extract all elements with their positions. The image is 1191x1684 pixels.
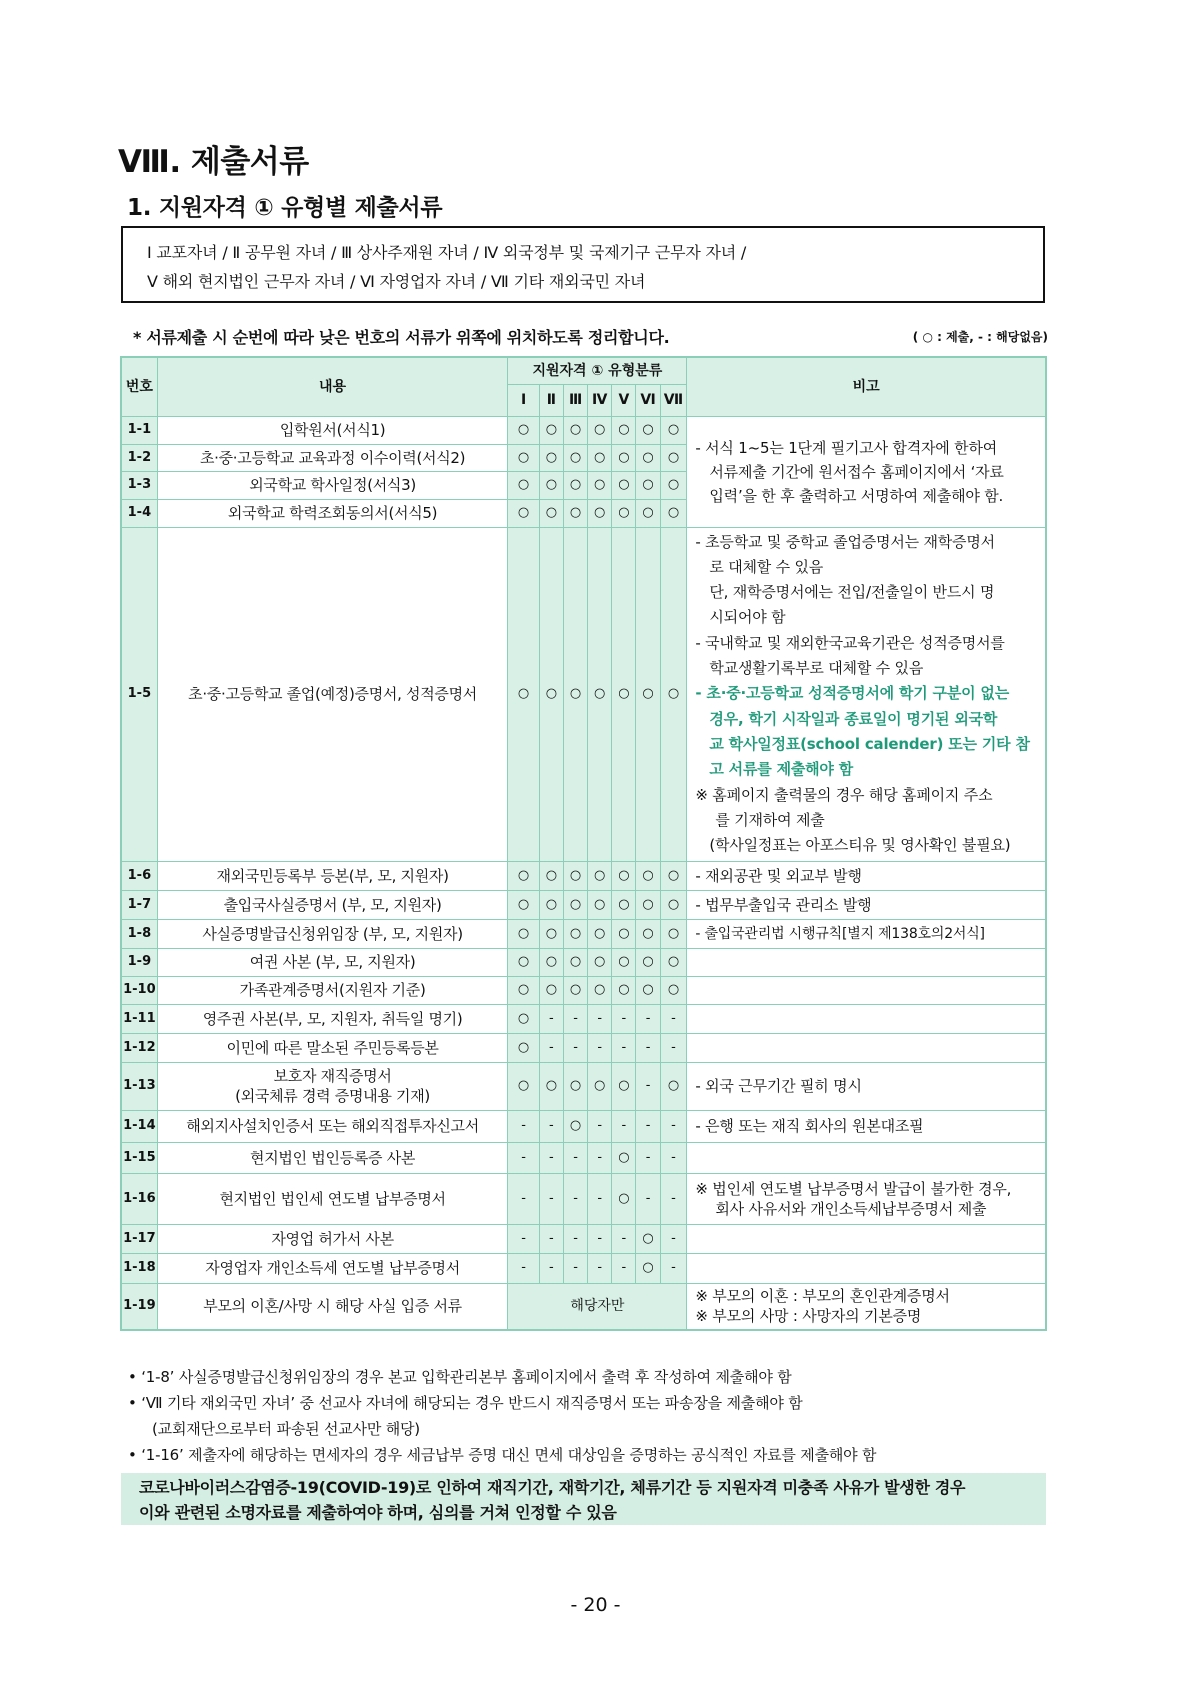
- type-mark: ○: [539, 499, 563, 527]
- sub-heading: 1. 지원자격 ① 유형별 제출서류: [127, 195, 443, 221]
- remark-line-highlight: 교 학사일정표(school calender) 또는 기타 참: [709, 734, 1030, 753]
- type-mark: -: [588, 1173, 612, 1224]
- type-mark: ○: [508, 444, 539, 471]
- row-remark: [687, 1283, 1046, 1330]
- type-mark: ○: [563, 527, 587, 861]
- row-number: 1-16: [121, 1173, 157, 1224]
- row-number: 1-8: [121, 919, 157, 948]
- type-category-box: [121, 226, 1045, 303]
- row-number: 1-9: [121, 948, 157, 976]
- type-mark: -: [588, 1142, 612, 1173]
- type-mark: -: [508, 1253, 539, 1283]
- type-mark: ○: [588, 444, 612, 471]
- type-mark: ○: [612, 861, 636, 890]
- type-mark: -: [660, 1224, 687, 1253]
- type-mark: -: [660, 1173, 687, 1224]
- type-mark: ○: [508, 861, 539, 890]
- row-remark: [687, 976, 1046, 1004]
- remark-line: 회사 사유서와 개인소득세납부증명서 제출: [715, 1199, 987, 1218]
- row-content: 외국학교 학력조회동의서(서식5): [157, 499, 508, 527]
- type-mark: ○: [539, 948, 563, 976]
- remark-line: 로 대체할 수 있음: [709, 557, 824, 576]
- type-mark: -: [612, 1033, 636, 1062]
- type-mark: ○: [636, 976, 660, 1004]
- type-mark: -: [508, 1173, 539, 1224]
- type-mark: ○: [508, 471, 539, 499]
- header-remarks: 비고: [687, 357, 1046, 416]
- type-mark: -: [636, 1004, 660, 1033]
- row-remark: [687, 1224, 1046, 1253]
- type-mark: ○: [588, 471, 612, 499]
- type-mark: -: [563, 1004, 587, 1033]
- remark-line: - 서식 1~5는 1단계 필기고사 합격자에 한하여: [695, 438, 998, 457]
- type-mark: -: [563, 1033, 587, 1062]
- ordering-note: * 서류제출 시 순번에 따라 낮은 번호의 서류가 위쪽에 위치하도록 정리합니다.: [133, 328, 670, 347]
- table-row: [121, 416, 1046, 444]
- type-line-2: Ⅴ 해외 현지법인 근무자 자녀 / Ⅵ 자영업자 자녀 / Ⅶ 기타 재외국민 자녀: [147, 272, 646, 291]
- type-mark: ○: [588, 890, 612, 919]
- type-mark: ○: [636, 890, 660, 919]
- row-remark: - 법무부출입국 관리소 발행: [687, 890, 1046, 919]
- type-mark: -: [660, 1004, 687, 1033]
- type-mark: ○: [508, 1004, 539, 1033]
- row-number: 1-19: [121, 1283, 157, 1330]
- row-number: 1-17: [121, 1224, 157, 1253]
- type-mark: ○: [636, 919, 660, 948]
- table-row: [121, 1253, 1046, 1283]
- row-content: 초·중·고등학교 졸업(예정)증명서, 성적증명서: [157, 527, 508, 861]
- table-row: [121, 1033, 1046, 1062]
- table-row: [121, 890, 1046, 919]
- table-row: [121, 948, 1046, 976]
- row-remark: [687, 1004, 1046, 1033]
- type-mark: ○: [660, 527, 687, 861]
- type-mark: ○: [660, 976, 687, 1004]
- row-content: 자영업 허가서 사본: [157, 1224, 508, 1253]
- row-content: 여권 사본 (부, 모, 지원자): [157, 948, 508, 976]
- type-mark: ○: [612, 890, 636, 919]
- type-mark: -: [508, 1224, 539, 1253]
- type-mark: ○: [508, 948, 539, 976]
- type-mark: ○: [612, 1062, 636, 1110]
- type-mark: ○: [539, 919, 563, 948]
- row-number: 1-10: [121, 976, 157, 1004]
- table-row: [121, 861, 1046, 890]
- row-remark: [687, 1142, 1046, 1173]
- type-mark: -: [636, 1142, 660, 1173]
- type-mark: ○: [539, 527, 563, 861]
- content-line: 보호자 재직증명서: [273, 1067, 392, 1085]
- type-mark: ○: [539, 471, 563, 499]
- header-type: Ⅱ: [539, 384, 563, 416]
- type-mark: ○: [563, 416, 587, 444]
- type-mark: -: [508, 1110, 539, 1142]
- type-mark: ○: [636, 471, 660, 499]
- table-row: [121, 1142, 1046, 1173]
- row-remark: [687, 527, 1046, 861]
- table-row: [121, 1283, 1046, 1330]
- type-mark: ○: [563, 499, 587, 527]
- row-content: 가족관계증명서(지원자 기준): [157, 976, 508, 1004]
- remark-line: ※ 홈페이지 출력물의 경우 해당 홈페이지 주소: [695, 785, 993, 804]
- type-mark: ○: [636, 444, 660, 471]
- type-mark: -: [539, 1173, 563, 1224]
- table-row: [121, 1004, 1046, 1033]
- row-remark: - 출입국관리법 시행규칙[별지 제138호의2서식]: [687, 919, 1046, 948]
- footnote-item: • ‘1-8’ 사실증명발급신청위임장의 경우 본교 입학관리본부 홈페이지에서 출력 후 작성하여 제출해야 함: [128, 1368, 792, 1386]
- type-mark: ○: [588, 919, 612, 948]
- type-mark: ○: [636, 948, 660, 976]
- row-number: 1-1: [121, 416, 157, 444]
- type-mark: -: [508, 1142, 539, 1173]
- type-mark: ○: [636, 527, 660, 861]
- type-mark: -: [612, 1004, 636, 1033]
- type-mark: ○: [508, 416, 539, 444]
- type-mark: -: [588, 1224, 612, 1253]
- type-mark: ○: [612, 444, 636, 471]
- row-remark: [687, 1253, 1046, 1283]
- type-mark: -: [539, 1033, 563, 1062]
- row-content: 이민에 따른 말소된 주민등록등본: [157, 1033, 508, 1062]
- type-mark: ○: [660, 919, 687, 948]
- type-mark: ○: [563, 861, 587, 890]
- remark-line: 단, 재학증명서에는 전입/전출일이 반드시 명: [709, 583, 995, 602]
- type-line-1: Ⅰ 교포자녀 / Ⅱ 공무원 자녀 / Ⅲ 상사주재원 자녀 / Ⅳ 외국정부 및 국제기구 근무자 자녀 /: [147, 243, 747, 262]
- type-mark: -: [660, 1033, 687, 1062]
- type-mark: ○: [660, 890, 687, 919]
- type-mark: ○: [563, 919, 587, 948]
- row-remark: - 은행 또는 재직 회사의 원본대조필: [687, 1110, 1046, 1142]
- table-row: [121, 919, 1046, 948]
- type-mark: ○: [612, 471, 636, 499]
- row-number: 1-15: [121, 1142, 157, 1173]
- type-mark: -: [588, 1253, 612, 1283]
- type-mark: ○: [563, 444, 587, 471]
- remark-line: - 초등학교 및 중학교 졸업증명서는 재학증명서: [695, 532, 995, 551]
- header-type: Ⅲ: [563, 384, 587, 416]
- remark-line: (학사일정표는 아포스티유 및 영사확인 불필요): [709, 836, 1011, 855]
- row-number: 1-11: [121, 1004, 157, 1033]
- type-mark: ○: [636, 499, 660, 527]
- type-mark: ○: [563, 890, 587, 919]
- type-mark: -: [539, 1224, 563, 1253]
- type-mark: -: [612, 1110, 636, 1142]
- table-row: [121, 1173, 1046, 1224]
- footnote-item: • ‘1-16’ 제출자에 해당하는 면세자의 경우 세금납부 증명 대신 면세 대상임을 증명하는 공식적인 자료를 제출해야 함: [128, 1446, 877, 1464]
- type-mark: ○: [660, 444, 687, 471]
- row-remark: [687, 416, 1046, 527]
- type-mark: ○: [588, 861, 612, 890]
- row-content: 초·중·고등학교 교육과정 이수이력(서식2): [157, 444, 508, 471]
- type-mark: -: [563, 1224, 587, 1253]
- section-heading: Ⅷ. 제출서류: [118, 144, 309, 180]
- type-mark: ○: [539, 976, 563, 1004]
- remark-line: 서류제출 기간에 원서접수 홈페이지에서 ‘자료: [709, 462, 1004, 481]
- type-mark: -: [588, 1033, 612, 1062]
- page-number: - 20 -: [570, 1594, 621, 1616]
- row-content: 현지법인 법인세 연도별 납부증명서: [157, 1173, 508, 1224]
- type-mark: ○: [612, 499, 636, 527]
- row-number: 1-3: [121, 471, 157, 499]
- type-mark: ○: [612, 1142, 636, 1173]
- header-no: 번호: [121, 357, 157, 416]
- documents-table: [120, 356, 1047, 1331]
- table-row: [121, 527, 1046, 861]
- type-mark: -: [588, 1110, 612, 1142]
- covid-notice-line: 코로나바이러스감염증-19(COVID-19)로 인하여 재직기간, 재학기간, 체류기간 등 지원자격 미충족 사유가 발생한 경우: [139, 1478, 966, 1497]
- remark-line: 시되어야 함: [709, 608, 786, 627]
- type-mark: ○: [588, 976, 612, 1004]
- row-number: 1-13: [121, 1062, 157, 1110]
- remark-line: ※ 부모의 이혼 : 부모의 혼인관계증명서: [695, 1287, 950, 1306]
- table-row: [121, 1110, 1046, 1142]
- type-mark: -: [660, 1253, 687, 1283]
- type-mark: ○: [508, 919, 539, 948]
- type-mark: -: [588, 1004, 612, 1033]
- row-number: 1-18: [121, 1253, 157, 1283]
- header-type-group: 지원자격 ① 유형분류: [508, 357, 687, 384]
- row-remark: - 외국 근무기간 필히 명시: [687, 1062, 1046, 1110]
- row-remark: [687, 1033, 1046, 1062]
- row-content: [157, 1062, 508, 1110]
- type-mark: ○: [636, 861, 660, 890]
- type-mark: -: [539, 1142, 563, 1173]
- applicable-only-cell: 해당자만: [508, 1283, 687, 1330]
- type-mark: ○: [660, 861, 687, 890]
- header-type: Ⅳ: [588, 384, 612, 416]
- type-mark: ○: [508, 499, 539, 527]
- type-mark: ○: [563, 471, 587, 499]
- row-remark: [687, 948, 1046, 976]
- type-mark: -: [660, 1142, 687, 1173]
- row-number: 1-2: [121, 444, 157, 471]
- covid-notice: [121, 1473, 1046, 1525]
- row-content: 출입국사실증명서 (부, 모, 지원자): [157, 890, 508, 919]
- type-mark: ○: [636, 1224, 660, 1253]
- type-mark: -: [563, 1142, 587, 1173]
- header-type: Ⅶ: [660, 384, 687, 416]
- type-mark: ○: [508, 890, 539, 919]
- row-content: 영주권 사본(부, 모, 지원자, 취득일 명기): [157, 1004, 508, 1033]
- type-mark: ○: [563, 1062, 587, 1110]
- type-mark: ○: [563, 976, 587, 1004]
- table-row: [121, 1062, 1046, 1110]
- type-mark: -: [636, 1173, 660, 1224]
- type-mark: -: [636, 1033, 660, 1062]
- content-line: (외국체류 경력 증명내용 기재): [235, 1087, 430, 1105]
- type-mark: ○: [508, 527, 539, 861]
- remark-line-highlight: 경우, 학기 시작일과 종료일이 명기된 외국학: [709, 709, 998, 728]
- type-mark: ○: [612, 919, 636, 948]
- type-mark: ○: [636, 416, 660, 444]
- row-content: 재외국민등록부 등본(부, 모, 지원자): [157, 861, 508, 890]
- type-mark: ○: [588, 1062, 612, 1110]
- row-content: 외국학교 학사일정(서식3): [157, 471, 508, 499]
- type-mark: -: [660, 1110, 687, 1142]
- row-number: 1-12: [121, 1033, 157, 1062]
- header-content: 내용: [157, 357, 508, 416]
- remark-line-highlight: 고 서류를 제출해야 함: [709, 760, 854, 779]
- header-type: Ⅵ: [636, 384, 660, 416]
- covid-notice-line: 이와 관련된 소명자료를 제출하여야 하며, 심의를 거쳐 인정할 수 있음: [139, 1503, 617, 1522]
- type-mark: -: [563, 1173, 587, 1224]
- type-mark: ○: [612, 948, 636, 976]
- type-mark: -: [563, 1253, 587, 1283]
- row-number: 1-6: [121, 861, 157, 890]
- type-mark: ○: [660, 948, 687, 976]
- remark-line: 학교생활기록부로 대체할 수 있음: [709, 659, 924, 678]
- type-mark: ○: [508, 976, 539, 1004]
- type-mark: ○: [612, 1173, 636, 1224]
- type-mark: ○: [539, 444, 563, 471]
- header-type: Ⅴ: [612, 384, 636, 416]
- remark-line: 를 기재하여 제출: [715, 810, 825, 829]
- remark-line: ※ 부모의 사망 : 사망자의 기본증명: [695, 1307, 922, 1326]
- row-content: 입학원서(서식1): [157, 416, 508, 444]
- type-mark: ○: [508, 1033, 539, 1062]
- type-mark: -: [636, 1110, 660, 1142]
- row-remark: [687, 1173, 1046, 1224]
- type-mark: ○: [636, 1253, 660, 1283]
- type-mark: ○: [660, 471, 687, 499]
- row-content: 현지법인 법인등록증 사본: [157, 1142, 508, 1173]
- type-mark: ○: [563, 1110, 587, 1142]
- type-mark: ○: [563, 948, 587, 976]
- type-mark: ○: [660, 1062, 687, 1110]
- type-mark: -: [539, 1004, 563, 1033]
- remark-line: - 국내학교 및 재외한국교육기관은 성적증명서를: [695, 633, 1005, 652]
- remark-line-highlight: - 초·중·고등학교 성적증명서에 학기 구분이 없는: [695, 684, 1010, 703]
- row-number: 1-14: [121, 1110, 157, 1142]
- row-content: 사실증명발급신청위임장 (부, 모, 지원자): [157, 919, 508, 948]
- type-mark: -: [539, 1110, 563, 1142]
- legend: ( ○ : 제출, - : 해당없음): [912, 330, 1048, 344]
- type-mark: ○: [539, 861, 563, 890]
- type-mark: ○: [539, 1062, 563, 1110]
- row-number: 1-5: [121, 527, 157, 861]
- footnote-sub-item: (교회재단으로부터 파송된 선교사만 해당): [152, 1420, 420, 1438]
- row-content: 해외지사설치인증서 또는 해외직접투자신고서: [157, 1110, 508, 1142]
- type-mark: ○: [508, 1062, 539, 1110]
- type-mark: ○: [612, 527, 636, 861]
- type-mark: -: [612, 1253, 636, 1283]
- table-row: [121, 976, 1046, 1004]
- type-mark: -: [539, 1253, 563, 1283]
- header-type: Ⅰ: [508, 384, 539, 416]
- row-content: 부모의 이혼/사망 시 해당 사실 입증 서류: [157, 1283, 508, 1330]
- row-number: 1-4: [121, 499, 157, 527]
- type-mark: -: [612, 1224, 636, 1253]
- table-row: [121, 1224, 1046, 1253]
- row-remark: - 재외공관 및 외교부 발행: [687, 861, 1046, 890]
- type-mark: ○: [612, 976, 636, 1004]
- type-mark: ○: [588, 527, 612, 861]
- type-mark: ○: [539, 416, 563, 444]
- type-mark: ○: [539, 890, 563, 919]
- row-number: 1-7: [121, 890, 157, 919]
- type-mark: ○: [588, 416, 612, 444]
- type-mark: ○: [660, 416, 687, 444]
- type-mark: ○: [612, 416, 636, 444]
- type-mark: -: [636, 1062, 660, 1110]
- footnote-item: • ‘Ⅶ 기타 재외국민 자녀’ 중 선교사 자녀에 해당되는 경우 반드시 재직증명서 또는 파송장을 제출해야 함: [128, 1394, 803, 1412]
- type-mark: ○: [588, 499, 612, 527]
- type-mark: ○: [660, 499, 687, 527]
- remark-line: 입력’을 한 후 출력하고 서명하여 제출해야 함.: [709, 486, 1004, 505]
- row-content: 자영업자 개인소득세 연도별 납부증명서: [157, 1253, 508, 1283]
- footnote-list: [128, 1364, 876, 1468]
- remark-line: ※ 법인세 연도별 납부증명서 발급이 불가한 경우,: [695, 1179, 1012, 1198]
- type-mark: ○: [588, 948, 612, 976]
